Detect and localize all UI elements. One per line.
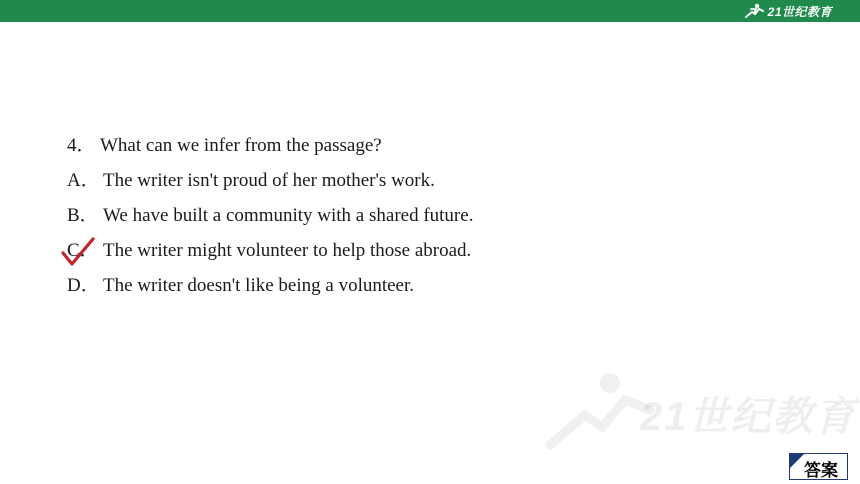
runner-logo-icon xyxy=(743,3,765,19)
header-bar xyxy=(0,0,860,22)
brand-logo xyxy=(743,2,832,20)
question-number: 4． xyxy=(67,135,96,156)
question-text: What can we infer from the passage? xyxy=(100,135,382,156)
option-c[interactable] xyxy=(67,238,473,273)
question-block xyxy=(67,133,473,308)
answer-corner-icon xyxy=(790,454,804,468)
watermark-text: 21世纪教育 xyxy=(640,395,857,439)
option-b[interactable] xyxy=(67,203,473,238)
logo-text: 21世纪教育 xyxy=(767,4,832,19)
option-text: The writer doesn't like being a volunteer. xyxy=(103,275,415,296)
option-a[interactable] xyxy=(67,168,473,203)
answer-button-label: 答案 xyxy=(804,461,838,481)
option-text: The writer isn't proud of her mother's work. xyxy=(103,170,435,191)
option-letter: B． xyxy=(67,205,99,226)
option-letter: C． xyxy=(67,240,99,261)
option-text: We have built a community with a shared future. xyxy=(103,205,474,226)
option-d[interactable] xyxy=(67,273,473,308)
question-line xyxy=(67,133,473,168)
checkmark-icon xyxy=(61,237,95,267)
option-letter: D． xyxy=(67,275,100,296)
option-text: The writer might volunteer to help those abroad. xyxy=(103,240,472,261)
answer-button[interactable] xyxy=(789,453,848,480)
option-letter: A． xyxy=(67,170,100,191)
